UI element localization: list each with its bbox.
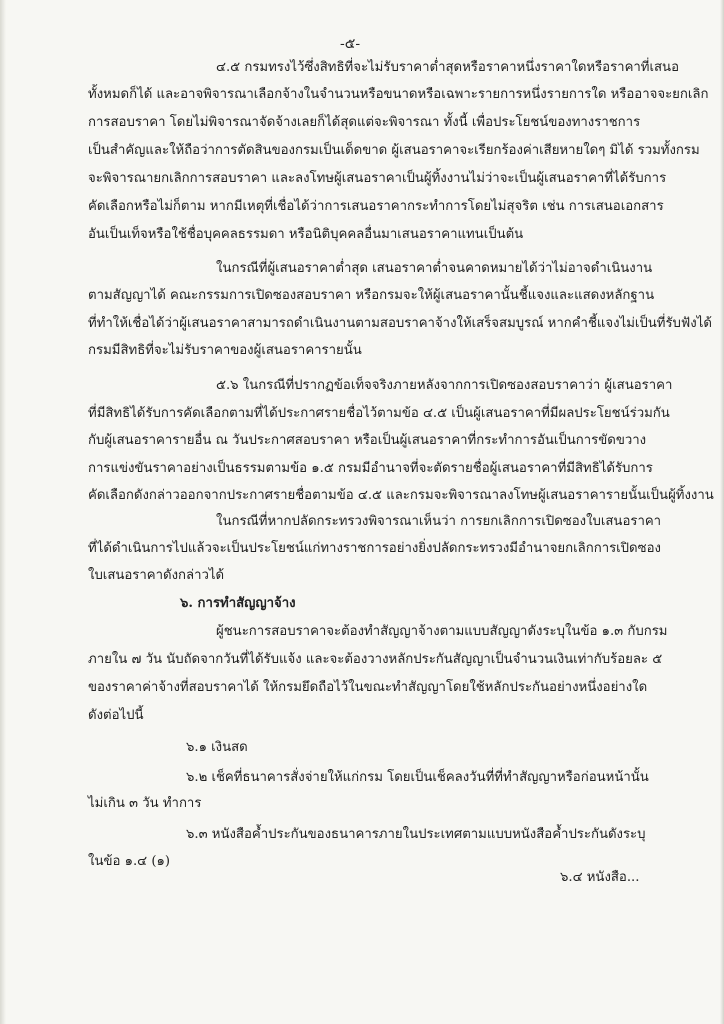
page-number: -๕- — [340, 36, 361, 52]
paragraph-line: กรมมีสิทธิที่จะไม่รับราคาของผู้เสนอราคารายนั้น — [88, 343, 362, 358]
scan-edge-right — [720, 0, 724, 1024]
paragraph-line: ใบเสนอราคาดังกล่าวได้ — [88, 568, 225, 583]
paragraph-line: จะพิจารณายกเลิกการสอบราคา และลงโทษผู้เสนอราคาเป็นผู้ทิ้งงานไม่ว่าจะเป็นผู้เสนอราคาที่ได้รับการ — [88, 171, 667, 186]
paragraph-line: เป็นสำคัญและให้ถือว่าการตัดสินของกรมเป็นเด็ดขาด ผู้เสนอราคาจะเรียกร้องค่าเสียหายใดๆ มิได้ รวมทั้งกรม — [88, 143, 700, 158]
section-heading: ๖. การทำสัญญาจ้าง — [180, 596, 296, 611]
paragraph-line: คัดเลือกดังกล่าวออกจากประกาศรายชื่อตามข้อ ๔.๕ และกรมจะพิจารณาลงโทษผู้เสนอราคารายนั้นเป็นผู้ทิ้งงาน — [88, 488, 714, 503]
paragraph-line: ไม่เกิน ๓ วัน ทำการ — [88, 796, 202, 811]
paragraph-line: การสอบราคา โดยไม่พิจารณาจัดจ้างเลยก็ได้สุดแต่จะพิจารณา ทั้งนี้ เพื่อประโยชน์ของทางราชการ — [88, 115, 641, 130]
list-item: ๖.๒ เช็คที่ธนาคารสั่งจ่ายให้แก่กรม โดยเป็นเช็คลงวันที่ที่ทำสัญญาหรือก่อนหน้านั้น — [186, 770, 649, 785]
paragraph-line: ที่ทำให้เชื่อได้ว่าผู้เสนอราคาสามารถดำเนินงานตามสอบราคาจ้างให้เสร็จสมบูรณ์ หากคำชี้แจงไม่เป็นที่รับฟังได้ — [88, 316, 712, 331]
paragraph-line: คัดเลือกหรือไม่ก็ตาม หากมีเหตุที่เชื่อได้ว่าการเสนอราคากระทำการโดยไม่สุจริต เช่น การเสนอเอกสาร — [88, 199, 664, 214]
paragraph-line: ในกรณีที่ผู้เสนอราคาต่ำสุด เสนอราคาต่ำจนคาดหมายได้ว่าไม่อาจดำเนินงาน — [216, 261, 653, 276]
paragraph-line: กับผู้เสนอราคารายอื่น ณ วันประกาศสอบราคา หรือเป็นผู้เสนอราคาที่กระทำการอันเป็นการขัดขวาง — [88, 433, 647, 448]
scan-edge-left — [0, 0, 6, 1024]
list-item: ๖.๓ หนังสือค้ำประกันของธนาคารภายในประเทศตามแบบหนังสือค้ำประกันดังระบุ — [186, 827, 646, 842]
list-item: ๖.๑ เงินสด — [186, 740, 248, 755]
paragraph-line: ผู้ชนะการสอบราคาจะต้องทำสัญญาจ้างตามแบบสัญญาดังระบุในข้อ ๑.๓ กับกรม — [216, 624, 668, 639]
paragraph-line: ในข้อ ๑.๔ (๑) — [88, 854, 170, 869]
paragraph-line: ของราคาค่าจ้างที่สอบราคาได้ ให้กรมยึดถือไว้ในขณะทำสัญญาโดยใช้หลักประกันอย่างหนึ่งอย่างใด — [88, 680, 648, 695]
paragraph-line: ๕.๖ ในกรณีที่ปรากฏข้อเท็จจริงภายหลังจากการเปิดซองสอบราคาว่า ผู้เสนอราคา — [216, 378, 673, 393]
paragraph-line: ทั้งหมดก็ได้ และอาจพิจารณาเลือกจ้างในจำนวนหรือขนาดหรือเฉพาะรายการหนึ่งรายการใด หรืออาจจะยกเลิก — [88, 87, 709, 102]
paragraph-line: ๔.๕ กรมทรงไว้ซึ่งสิทธิที่จะไม่รับราคาต่ำสุดหรือราคาหนึ่งราคาใดหรือราคาที่เสนอ — [216, 60, 679, 75]
paragraph-line: อันเป็นเท็จหรือใช้ชื่อบุคคลธรรมดา หรือนิติบุคคลอื่นมาเสนอราคาแทนเป็นต้น — [88, 227, 524, 242]
paragraph-line: ภายใน ๗ วัน นับถัดจากวันที่ได้รับแจ้ง และจะต้องวางหลักประกันสัญญาเป็นจำนวนเงินเท่ากับร้อยละ ๕ — [88, 652, 663, 667]
paragraph-line: ที่ได้ดำเนินการไปแล้วจะเป็นประโยชน์แก่ทางราชการอย่างยิ่งปลัดกระทรวงมีอำนาจยกเลิกการเปิดซอง — [88, 541, 661, 556]
paragraph-line: ที่มีสิทธิได้รับการคัดเลือกตามที่ได้ประกาศรายชื่อไว้ตามข้อ ๔.๕ เป็นผู้เสนอราคาที่มีผลประโยชน์ร่วมกัน — [88, 406, 670, 421]
paragraph-line: ตามสัญญาได้ คณะกรรมการเปิดซองสอบราคา หรือกรมจะให้ผู้เสนอราคานั้นชี้แจงและแสดงหลักฐาน — [88, 288, 655, 303]
paragraph-line: การแข่งขันราคาอย่างเป็นธรรมตามข้อ ๑.๕ กรมมีอำนาจที่จะตัดรายชื่อผู้เสนอราคาที่มีสิทธิได้รับการ — [88, 461, 653, 476]
paragraph-line: ในกรณีที่หากปลัดกระทรวงพิจารณาเห็นว่า การยกเลิกการเปิดซองใบเสนอราคา — [216, 514, 662, 529]
continuation-note: ๖.๔ หนังสือ... — [560, 870, 640, 885]
paragraph-line: ดังต่อไปนี้ — [88, 708, 144, 723]
